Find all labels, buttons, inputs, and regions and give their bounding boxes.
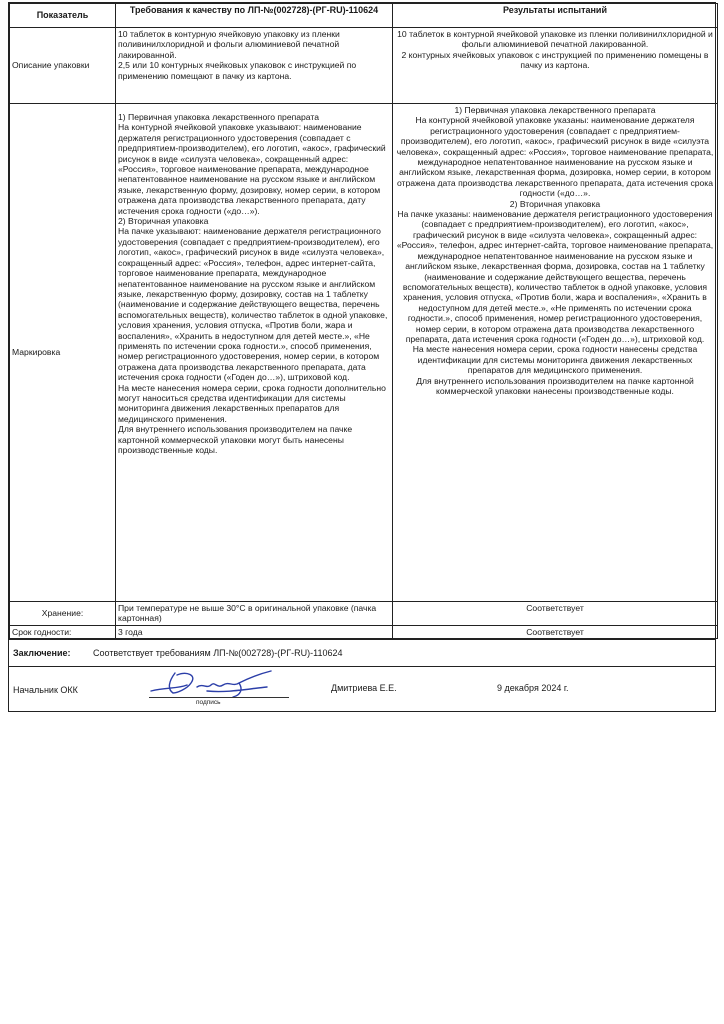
conclusion-text: Соответствует требованиям ЛП-№(002728)-(РГ-RU)-110624 bbox=[93, 648, 343, 659]
res-paragraph: На контурной ячейковой упаковке указаны: наименование держателя регистрационного удостоверения (совпадает с предприятием-производителем), его логотип, «акос», графический рисунок в виде «силуэта человека», сокращенный адрес: «Россия», торговое наименование препарата, международное непатентованное наименование на русском языке и английском языке, лекарственная форма, дозировка, номер серии, в котором отражена дата производства лекарственного препарата, дата истечения срока годности («до…». bbox=[396, 115, 714, 199]
storage-result: Соответствует bbox=[393, 602, 718, 626]
shelf-life-requirement: 3 года bbox=[116, 626, 393, 639]
header-results: Результаты испытаний bbox=[393, 4, 718, 28]
signer-name: Дмитриева Е.Е. bbox=[331, 683, 397, 694]
res-paragraph: 2 контурных ячейковых упаковок с инструкцией по применению помещены в пачку из картона. bbox=[401, 49, 709, 71]
signature-row bbox=[9, 666, 715, 711]
table-row-marking bbox=[10, 104, 718, 602]
row-label-packaging: Описание упаковки bbox=[10, 28, 116, 104]
res-paragraph: 2) Вторичная упаковка bbox=[509, 198, 601, 209]
marking-results bbox=[393, 104, 718, 602]
res-paragraph: На месте нанесения номера серии, срока годности нанесены средства идентификации для системы мониторинга движения лекарственных препаратов для медицинского применения. bbox=[412, 344, 698, 376]
conclusion-row bbox=[9, 639, 715, 666]
packaging-results bbox=[393, 28, 718, 104]
req-paragraph: 1) Первичная упаковка лекарственного препарата bbox=[118, 112, 320, 122]
table-row-storage bbox=[10, 602, 718, 626]
req-paragraph: Для внутреннего использования производителем на пачке картонной коммерческой упаковки могут быть нанесены производственные коды. bbox=[118, 424, 353, 455]
req-paragraph: На месте нанесения номера серии, срока годности дополнительно могут наноситься средства идентификации для системы мониторинга движения лекарственных препаратов для медицинского применения. bbox=[118, 382, 386, 424]
row-label-marking: Маркировка bbox=[10, 104, 116, 602]
res-paragraph: На пачке указаны: наименование держателя регистрационного удостоверения (совпадает с предприятием-производителем), его логотип, «акос», графический рисунок в виде «силуэта человека», сокращенный адрес: «Россия», телефон, адрес интернет-сайта, торговое наименование препарата, международное непатентованное наименование на русском языке и английском языке, лекарственная форма, дозировка, состав на 1 таблетку (наименование и содержание действующего вещества, перечень вспомогательных веществ), количество таблеток в одной упаковке, условия хранения, условия отпуска, «Против боли, жара и воспаления», «Хранить в недоступном для детей месте.», «Не применять по истечении срока годности.», способ применения, номер регистрационного удостоверения, номер серии, в котором отражена дата производства лекарственного препарата, дата истечения срока годности («Годен до…»), штриховой код. bbox=[396, 209, 714, 344]
table-header-row bbox=[10, 4, 718, 28]
marking-requirements bbox=[116, 104, 393, 602]
header-indicator: Показатель bbox=[10, 4, 116, 28]
signature-date: 9 декабря 2024 г. bbox=[497, 683, 569, 694]
req-paragraph: На пачке указывают: наименование держателя регистрационного удостоверения (совпадает с предприятием-производителем), его логотип, «акос», графический рисунок в виде «силуэта человека», сокращенный адрес: «Россия», телефон, адрес интернет-сайта, торговое наименование препарата, международное непатентованное наименование на русском языке и английском языке, лекарственную форму, дозировку, состав на 1 таблетку (наименование и содержание действующего вещества, перечень вспомогательных веществ), количество таблеток в одной упаковке, условия хранения, условия отпуска, «Против боли, жара и воспаления», «Хранить в недоступном для детей месте.», «Не применять по истечении срока годности.», способ применения, номер регистрационного удостоверения, номер серии, в котором отражена дата производства лекарственного препарата, дата истечения срока годности («Годен до…»), штриховой код. bbox=[118, 226, 388, 383]
row-label-storage: Хранение: bbox=[10, 602, 116, 626]
position-title: Начальник ОКК bbox=[13, 685, 78, 696]
req-paragraph: 2) Вторичная упаковка bbox=[118, 216, 209, 227]
req-paragraph: На контурной ячейковой упаковке указывают: наименование держателя регистрационного удостоверения (совпадает с предприятием-производителем), его логотип, «акос», графический рисунок в виде «силуэта человека», сокращенный адрес: «Россия», торговое наименование препарата, международное непатентованное наименование на русском языке и английском языке, лекарственную форму, дозировку, номер серии, в котором отражена дата производства лекарственного препарата, дату истечения срока годности («до…»). bbox=[118, 122, 386, 216]
storage-requirement: При температуре не выше 30°С в оригинальной упаковке (пачка картонная) bbox=[116, 602, 393, 626]
table-row-packaging bbox=[10, 28, 718, 104]
table-row-shelf-life bbox=[10, 626, 718, 639]
quality-table bbox=[9, 3, 718, 639]
signature-caption: подпись bbox=[196, 699, 221, 707]
res-paragraph: Для внутреннего использования производителем на пачке картонной коммерческой упаковки нанесены производственные коды. bbox=[416, 375, 694, 396]
shelf-life-result: Соответствует bbox=[393, 626, 718, 639]
document-sheet bbox=[8, 2, 716, 712]
signature-line bbox=[149, 697, 289, 698]
packaging-requirements bbox=[116, 28, 393, 104]
req-paragraph: 2,5 или 10 контурных ячейковых упаковок с инструкцией по применению помещают в пачку из картона. bbox=[118, 60, 357, 81]
res-paragraph: 10 таблеток в контурной ячейковой упаковке из пленки поливинилхлоридной и фольги алюминиевой печатной лакированной. bbox=[397, 29, 713, 50]
row-label-shelf-life: Срок годности: bbox=[10, 626, 116, 639]
req-paragraph: 10 таблеток в контурную ячейковую упаковку из пленки поливинилхлоридной и фольги алюминиевой печатной лакированной. bbox=[118, 29, 340, 60]
header-requirements: Требования к качеству по ЛП-№(002728)-(РГ-RU)-110624 bbox=[116, 4, 393, 28]
handwritten-signature bbox=[147, 667, 297, 699]
res-paragraph: 1) Первичная упаковка лекарственного препарата bbox=[454, 105, 656, 115]
conclusion-title: Заключение: bbox=[13, 648, 71, 659]
